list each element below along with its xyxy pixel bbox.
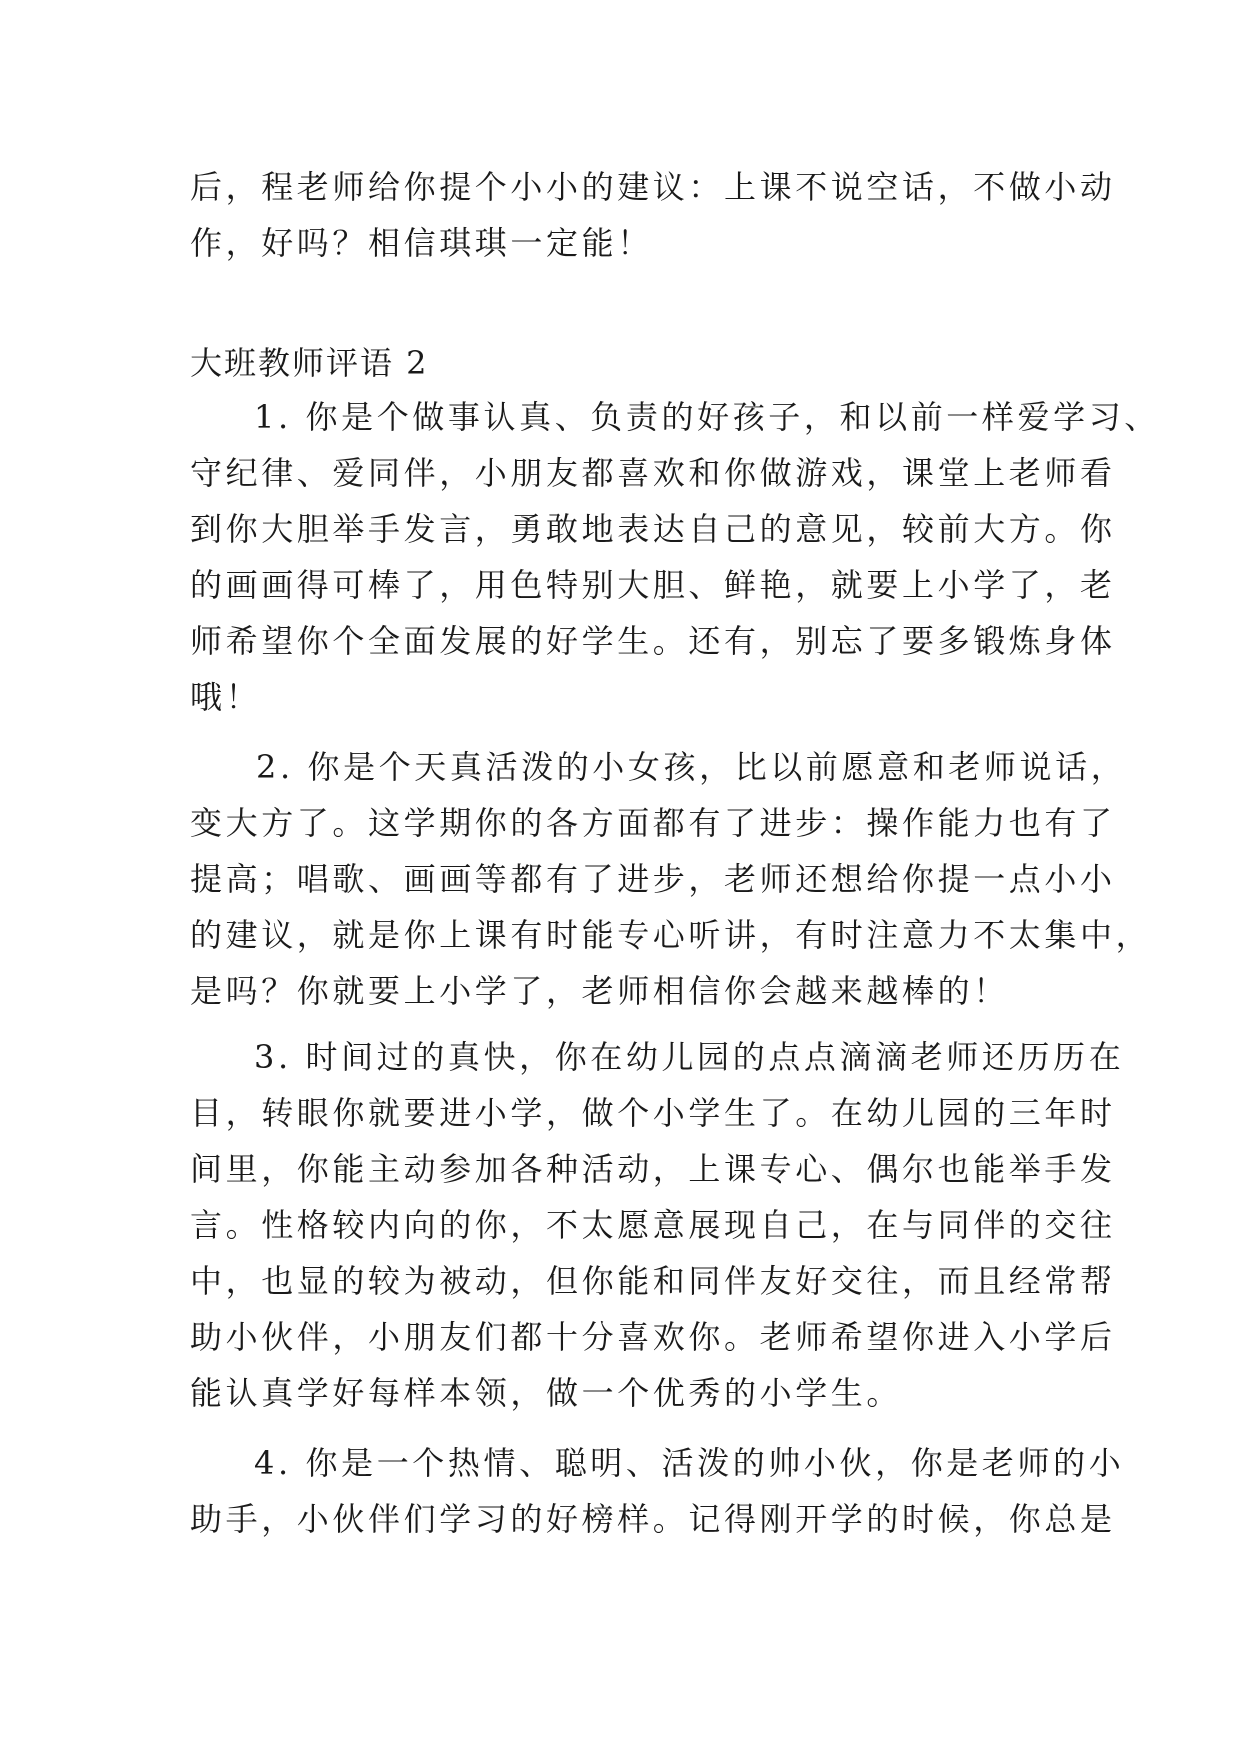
item-3-line — [0, 1258, 1241, 1304]
text-line: 中，也显的较为被动，但你能和同伴友好交往，而且经常帮 — [190, 1262, 1116, 1300]
item-3-line — [0, 1090, 1241, 1136]
text-line: 助手，小伙伴们学习的好榜样。记得刚开学的时候，你总是 — [190, 1500, 1116, 1538]
text-line: 是吗？你就要上小学了，老师相信你会越来越棒的！ — [190, 972, 1009, 1010]
item-2-line — [0, 744, 1241, 790]
text-line: 目，转眼你就要进小学，做个小学生了。在幼儿园的三年时 — [190, 1094, 1116, 1132]
section-title — [0, 340, 1241, 386]
text-line: 言。性格较内向的你，不太愿意展现自己，在与同伴的交往 — [190, 1206, 1116, 1244]
text-line: 后，程老师给你提个小小的建议：上课不说空话，不做小动 — [190, 168, 1116, 206]
item-2-line — [0, 968, 1241, 1014]
text-line: 1. 你是个做事认真、负责的好孩子，和以前一样爱学习、 — [254, 398, 1160, 436]
text-line: 3. 时间过的真快，你在幼儿园的点点滴滴老师还历历在 — [254, 1038, 1125, 1076]
text-line: 师希望你个全面发展的好学生。还有，别忘了要多锻炼身体 — [190, 622, 1116, 660]
section-title-text: 大班教师评语 2 — [190, 344, 429, 382]
item-3-line — [0, 1314, 1241, 1360]
text-line: 作，好吗？相信琪琪一定能！ — [190, 224, 653, 262]
item-4-line — [0, 1496, 1241, 1542]
item-2-line — [0, 800, 1241, 846]
text-line: 的画画得可棒了，用色特别大胆、鲜艳，就要上小学了，老 — [190, 566, 1116, 604]
item-3-line — [0, 1034, 1241, 1080]
item-4-line — [0, 1440, 1241, 1486]
item-1-line — [0, 562, 1241, 608]
text-line: 变大方了。这学期你的各方面都有了进步：操作能力也有了 — [190, 804, 1116, 842]
text-line: 4. 你是一个热情、聪明、活泼的帅小伙，你是老师的小 — [254, 1444, 1125, 1482]
text-line: 守纪律、爱同伴，小朋友都喜欢和你做游戏，课堂上老师看 — [190, 454, 1116, 492]
continuation-line — [0, 220, 1241, 266]
item-2-line — [0, 856, 1241, 902]
text-line: 助小伙伴，小朋友们都十分喜欢你。老师希望你进入小学后 — [190, 1318, 1116, 1356]
item-1-line — [0, 394, 1241, 440]
item-1-line — [0, 674, 1241, 720]
text-line: 哦！ — [190, 678, 262, 716]
item-1-line — [0, 506, 1241, 552]
text-line: 间里，你能主动参加各种活动，上课专心、偶尔也能举手发 — [190, 1150, 1116, 1188]
continuation-line — [0, 164, 1241, 210]
item-3-line — [0, 1146, 1241, 1192]
item-3-line — [0, 1202, 1241, 1248]
text-line: 能认真学好每样本领，做一个优秀的小学生。 — [190, 1374, 903, 1412]
item-2-line — [0, 912, 1241, 958]
item-1-line — [0, 618, 1241, 664]
item-1-line — [0, 450, 1241, 496]
item-3-line — [0, 1370, 1241, 1416]
text-line: 2. 你是个天真活泼的小女孩，比以前愿意和老师说话， — [256, 748, 1127, 786]
text-line: 的建议，就是你上课有时能专心听讲，有时注意力不太集中， — [190, 916, 1152, 954]
text-line: 到你大胆举手发言，勇敢地表达自己的意见，较前大方。你 — [190, 510, 1116, 548]
text-line: 提高；唱歌、画画等都有了进步，老师还想给你提一点小小 — [190, 860, 1116, 898]
